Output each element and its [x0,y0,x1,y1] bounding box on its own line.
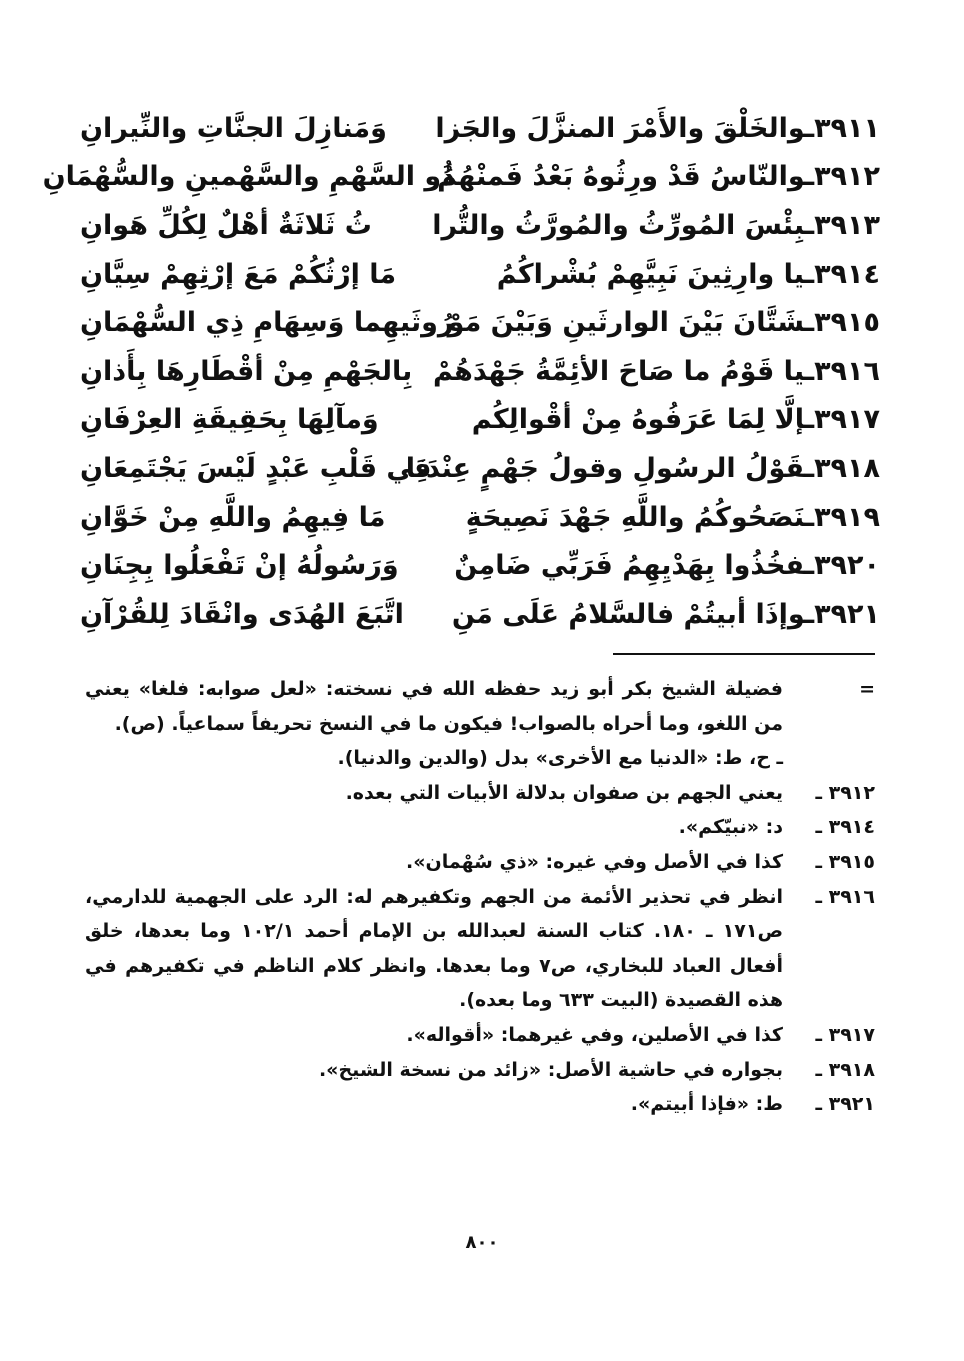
verse-first-text: يا وارِثِينَ نَبِيَّهِمْ بُشْراكُمُ [496,258,805,290]
verse-dash: ـ [804,550,815,582]
verse-first-text: بِئْسَ المُورِّثُ والمُورَّثُ والتُّرا [432,209,805,241]
footnote-marker: ٣٩١٧ ـ [815,1023,875,1046]
verse-number: ٣٩١٨ [814,452,880,484]
footnote [85,810,875,845]
verse-first-text: والنّاسُ قَدْ ورِثُوهُ بَعْدُ فَمنْهُمُ [437,161,805,193]
footnote-marker: ٣٩٢١ ـ [815,1093,875,1116]
verse-first-hemistich [405,452,880,484]
verse-second-hemistich: مَا إرْثُكُمْ مَعَ إرْثِهِمْ سِيَّانِ [80,258,397,290]
verse-dash: ـ [804,209,815,241]
verse-line [80,590,880,639]
verse-first-text: إلَّا لِمَا عَرَفُوهُ مِنْ أقْوالِكُم [471,404,805,436]
verse-number: ٣٩١٤ [814,258,880,290]
verse-second-hemistich: وَمَنازِلَ الجنَّاتِ والنِّيرانِ [80,112,387,144]
verse-line [80,298,880,347]
verse-first-text: والخَلْقَ والأَمْرَ المنزَّلَ والجَزا [435,112,805,144]
footnote-text: د: «نبيّكم». [678,816,783,839]
verse-first-hemistich [471,404,880,436]
footnote-marker: ٣٩١٢ ـ [815,781,875,804]
verse-first-text: يا قَوْمُ ما صَاحَ الأئِمَّةُ جَهْدَهُمْ [433,355,805,387]
footnote [85,1087,875,1122]
footnote-text: ط: «فإذا أبيتم». [630,1093,783,1116]
verse-line [80,104,880,153]
footnote [85,1053,875,1088]
verse-dash: ـ [804,307,815,339]
footnote-text: يعني الجهم بن صفوان بدلالة الأبيات التي بعده. [345,781,783,804]
footnote [85,776,875,811]
verse-dash: ـ [804,112,815,144]
verse-first-hemistich [447,307,880,339]
verse-first-hemistich [432,209,880,241]
footnote-text: كذا في الأصل وفي غيره: «ذي سُهْمان». [406,850,783,873]
verse-first-hemistich [433,355,880,387]
footnote-marker: ٣٩١٥ ـ [815,850,875,873]
verse-second-hemistich: ثُ ثَلاثَةٌ أهْلٌ لِكُلِّ هَوانِ [80,209,372,241]
verse-dash: ـ [804,501,815,533]
verse-dash: ـ [804,161,815,193]
footnote-text: بجواره في حاشية الأصل: «زائد من نسخة الشيخ». [318,1058,783,1081]
verse-number: ٣٩١٦ [814,355,880,387]
verse-number: ٣٩٢١ [814,598,880,630]
footnote-marker: ٣٩١٦ ـ [815,885,875,908]
verse-number: ٣٩٢٠ [814,550,880,582]
verse-number: ٣٩١٩ [814,501,880,533]
verse-line [80,541,880,590]
verse-line [80,250,880,299]
verse-second-hemistich: وَرَسُولُهُ إنْ تَفْعَلُوا بِجِنَانِ [80,550,399,582]
verse-second-hemistich: ذُو السَّهْمِ والسَّهْمينِ والسُّهْمَانِ [42,161,455,193]
verse-number: ٣٩١٣ [814,209,880,241]
verse-second-hemistich: مَا فِيهِمُ واللَّهِ مِنْ خَوَّانِ [80,501,386,533]
verse-line [80,444,880,493]
footnote-marker: ٣٩١٤ ـ [815,816,875,839]
footnote [85,880,875,1018]
verse-first-hemistich [485,259,880,290]
footnote [85,845,875,880]
verse-number: ٣٩١٥ [814,307,880,339]
footnote-divider [613,653,875,655]
verse-dash: ـ [804,452,815,484]
verse-dash: ـ [804,598,815,630]
verse-line [42,153,880,202]
verse-line [80,493,880,542]
verse-number: ٣٩١٢ [814,161,880,193]
footnote-text: ـ ح، ط: «الدنيا مع الأخرى» بدل (والدين والدنيا). [337,747,783,770]
verse-first-hemistich [454,550,880,582]
footnote-text: فضيلة الشيخ بكر أبو زيد حفظه الله في نسخته: «لعل صوابه: فلغا» يعني من اللغو، وما أحراه بالصواب! فيكون ما في النسخ تحريفاً سماعياً. (ص). [85,678,783,735]
verse-dash: ـ [804,404,815,436]
verse-second-hemistich: اتَّبَعَ الهُدَى وانْقَادَ لِلقُرْآنِ [80,598,404,630]
verse-first-text: نَصَحُوكُمُ واللَّهِ جَهْدَ نَصِيحَةٍ [465,501,805,533]
verse-line [80,201,880,250]
poem-verses [42,104,880,639]
footnote-marker: = [859,678,875,700]
footnote-marker: ٣٩١٨ ـ [815,1058,875,1081]
footnote-text: انظر في تحذير الأئمة من الجهم وتكفيرهم له: الرد على الجهمية للدارمي، ص١٧١ ـ ١٨٠. كتاب السنة لعبدالله بن الإمام أحمد ١٠٢/١ وما بعدها، خلق أفعال العباد للبخاري، ص٧ وما بعدها. وانظر كلام الناظم في تكفيرهم في هذه القصيدة (البيت ٦٣٣ وما بعده). [85,885,783,1012]
verse-line [80,396,880,445]
verse-number: ٣٩١١ [814,112,880,144]
verse-dash: ـ [804,355,815,387]
footnote [85,741,875,776]
verse-first-text: قَوْلُ الرسُولِ وقولُ جَهْمٍ عِنْدَنَا [405,452,805,484]
verse-first-text: شَتَّانَ بَيْنَ الوارثَينِ وَبَيْنَ مَوْ [447,307,805,339]
verse-first-hemistich [465,501,880,533]
verse-second-hemistich: وَمآلِهَا بِحَقِيقَةِ العِرْفَانِ [80,404,379,436]
verse-first-hemistich [437,161,880,193]
footnote-text: كذا في الأصلين، وفي غيرهما: «أقواله». [406,1023,783,1046]
verse-first-hemistich [435,112,880,144]
footnotes [85,672,875,1122]
footnote [85,1018,875,1053]
page-number: ٨٠٠ [465,1232,499,1253]
verse-second-hemistich: بِالجَهْمِ مِنْ أقْطَارِهَا بِأَذانِ [80,355,413,387]
verse-second-hemistich: فِي قَلْبِ عَبْدٍ لَيْسَ يَجْتَمِعَانِ [80,452,432,484]
verse-dash: ـ [804,258,815,290]
verse-number: ٣٩١٧ [814,404,880,436]
verse-second-hemistich: رُوثَيهِما وَسِهَامِ ذِي السُّهْمَانِ [80,307,454,339]
verse-first-hemistich [451,598,880,630]
verse-first-text: وإذَا أبيتُمْ فالسَّلامُ عَلَى مَنِ [451,598,805,630]
footnote [85,672,875,741]
verse-line [80,347,880,396]
verse-first-text: فخُذُوا بِهَدْيِهِمُ فَرَبِّي ضَامِنٌ [454,550,805,582]
